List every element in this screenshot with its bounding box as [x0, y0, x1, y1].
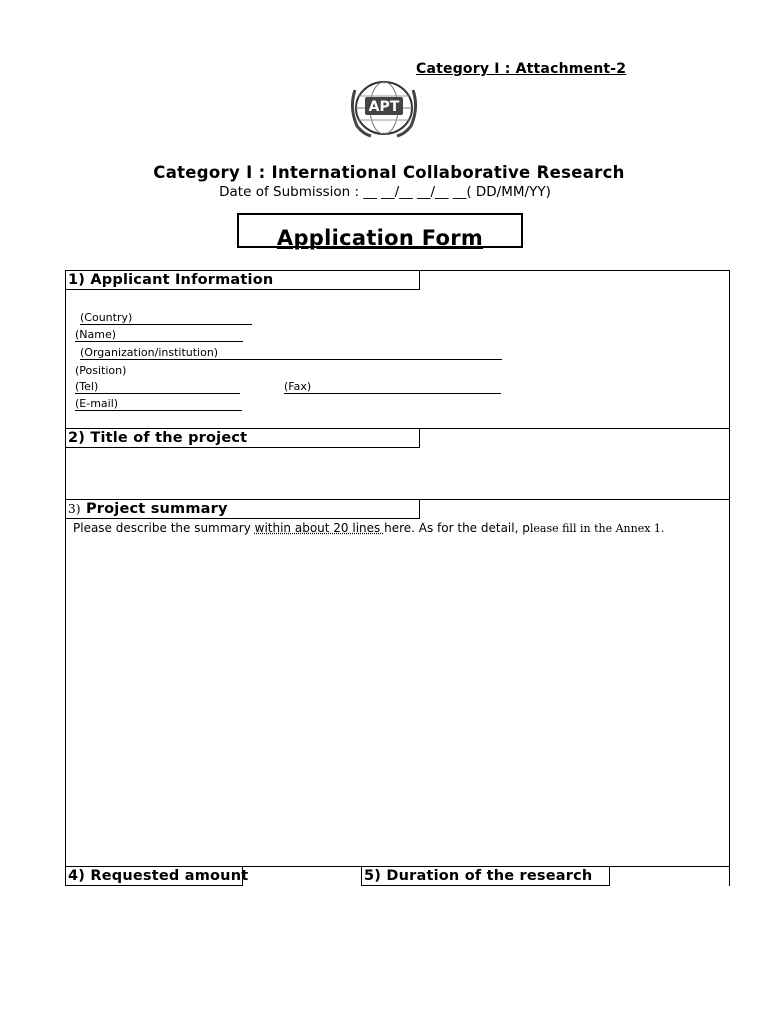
project-summary-description [73, 521, 664, 535]
apt-logo [349, 78, 419, 138]
date-of-submission: Date of Submission : __ __/__ __/__ __( DD/MM/YY) [219, 184, 551, 200]
section-5-label: 5) Duration of the research [364, 868, 593, 884]
name-field[interactable]: (Name) [75, 329, 243, 342]
desc-part-2: here. As for the detail, p [384, 521, 530, 535]
desc-part-3: lease fill in the Annex 1. [529, 522, 665, 535]
section-3-number: 3) [68, 502, 81, 516]
application-form-title: Application Form [276, 226, 484, 250]
country-field[interactable]: (Country) [80, 312, 252, 325]
attachment-label: Category I : Attachment-2 [416, 61, 627, 77]
organization-field[interactable]: (Organization/institution) [80, 347, 502, 360]
position-field[interactable]: (Position) [75, 364, 127, 377]
section-3-label: Project summary [85, 501, 228, 517]
fax-field[interactable]: (Fax) [284, 381, 501, 394]
section-3-label-wrap [68, 501, 228, 517]
desc-underlined: within about 20 lines [254, 521, 385, 535]
tel-field[interactable]: (Tel) [75, 381, 240, 394]
email-field[interactable]: (E-mail) [75, 398, 242, 411]
frame-right-border [729, 270, 730, 886]
section-4-label: 4) Requested amount [68, 868, 249, 884]
frame-left-border [65, 270, 66, 886]
logo-text: APT [368, 99, 400, 115]
desc-part-1: Please describe the summary [73, 521, 255, 535]
section-1-label: 1) Applicant Information [68, 272, 274, 288]
main-title: Category I : International Collaborative Research [153, 163, 625, 182]
section-2-label: 2) Title of the project [68, 430, 248, 446]
